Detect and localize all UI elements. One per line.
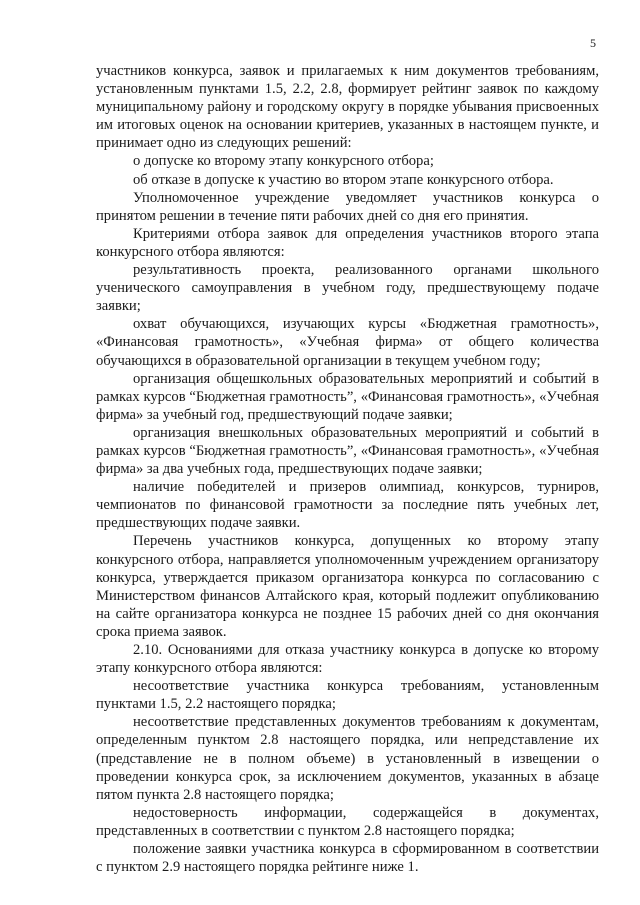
paragraph: охват обучающихся, изучающих курсы «Бюджетная грамотность», «Финансовая грамотность», «Учебная фирма» от общего количества обучающихся в образовательной организации в текущем учебном году; xyxy=(96,316,599,369)
paragraph: Уполномоченное учреждение уведомляет участников конкурса о принятом решении в течение пяти рабочих дней со дня его принятия. xyxy=(96,189,599,224)
paragraph: организация внешкольных образовательных мероприятий и событий в рамках курсов “Бюджетная грамотность”, «Финансовая грамотность», «Учебная фирма» за два учебных года, предшествующих подаче заявки; xyxy=(96,424,599,478)
paragraph: наличие победителей и призеров олимпиад, конкурсов, турниров, чемпионатов по финансовой грамотности за последние пять учебных лет, предшествующих подаче заявки. xyxy=(96,479,599,532)
paragraph: положение заявки участника конкурса в сформированном в соответствии с пунктом 2.9 настоящего порядка рейтинге ниже 1. xyxy=(96,841,599,876)
paragraph: о допуске ко второму этапу конкурсного отбора; xyxy=(133,153,434,170)
paragraph: результативность проекта, реализованного органами школьного ученического самоуправления в учебном году, предшествующему подаче заявки; xyxy=(96,262,599,315)
paragraph: Критериями отбора заявок для определения участников второго этапа конкурсного отбора являются: xyxy=(96,225,599,260)
document-body xyxy=(96,62,599,876)
paragraph: Перечень участников конкурса, допущенных ко второму этапу конкурсного отбора, направляется уполномоченным учреждением организатору конкурса, утверждается приказом организатора конкурса по согласованию с Министерством финансов Алтайского края, который подлежит опубликованию на сайте организатора конкурса не позднее 15 рабочих дней со дня окончания срока приема заявок. xyxy=(96,533,599,640)
paragraph: участников конкурса, заявок и прилагаемых к ним документов требованиям, установленным пунктами 1.5, 2.2, 2.8, формирует рейтинг заявок по каждому муниципальному району и городскому округу в порядке убывания присвоенных им итоговых оценок на основании критериев, указанных в настоящем пункте, и принимает одно из следующих решений: xyxy=(96,63,599,152)
paragraph: несоответствие представленных документов требованиям к документам, определенным пунктом 2.8 настоящего порядка, или непредставление их (представление не в полном объеме) в установленный в извещении о проведении конкурса срок, за исключением документов, указанных в абзаце пятом пункта 2.8 настоящего порядка; xyxy=(96,714,599,803)
paragraph: несоответствие участника конкурса требованиям, установленным пунктами 1.5, 2.2 настоящего порядка; xyxy=(96,678,599,713)
paragraph: недостоверность информации, содержащейся в документах, представленных в соответствии с пунктом 2.8 настоящего порядка; xyxy=(96,804,599,839)
page-number: 5 xyxy=(590,36,596,50)
paragraph: об отказе в допуске к участию во втором этапе конкурсного отбора. xyxy=(133,171,554,188)
paragraph: 2.10. Основаниями для отказа участнику конкурса в допуске ко второму этапу конкурсного отбора являются: xyxy=(96,642,599,677)
paragraph: организация общешкольных образовательных мероприятий и событий в рамках курсов “Бюджетная грамотность”, «Финансовая грамотность», «Учебная фирма» за учебный год, предшествующий подаче заявки; xyxy=(96,370,599,423)
